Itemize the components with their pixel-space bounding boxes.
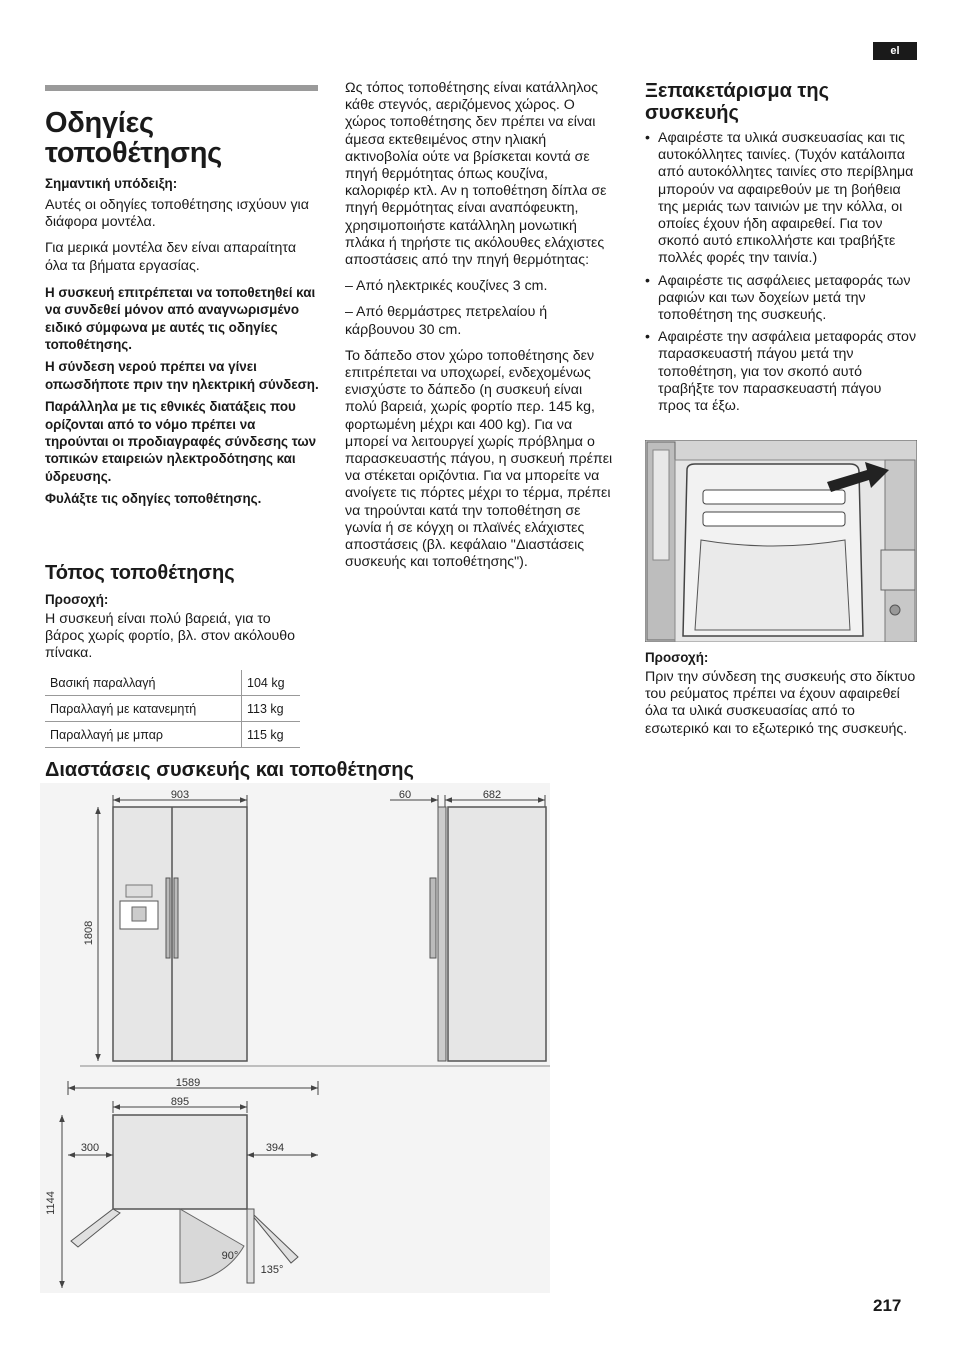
weight-label: Παραλλαγή με κατανεμητή [45, 696, 242, 722]
dimensions-title: Διαστάσεις συσκευής και τοποθέτησης [45, 759, 414, 781]
distance-item-2: – Από θερμάστρες πετρελαίου ή κάρβουνου 30 cm. [345, 304, 548, 338]
distance-item-1: – Από ηλεκτρικές κουζίνες 3 cm. [345, 278, 548, 295]
table-row [45, 696, 300, 722]
location-caution-text: Η συσκευή είναι πολύ βαρειά, για το βάρος χωρίς φορτίο, βλ. στον ακόλουθο πίνακα. [45, 611, 296, 662]
column-2 [345, 80, 613, 571]
column-1 [45, 108, 320, 508]
location-title: Τόπος τοποθέτησης [45, 562, 235, 584]
page-title: Οδηγίες τοποθέτησης [45, 107, 222, 169]
unpacking-title: Ξεπακετάρισμα της συσκευής [645, 80, 829, 124]
list-item: • Αφαιρέστε την ασφάλεια μεταφοράς στον παρασκευαστή πάγου μετά την τοποθέτηση, για τον σκοπό αυτό τραβήξτε τον παρασκευαστή πάγου προς τα έξω. [645, 329, 917, 415]
table-row [45, 670, 300, 696]
weight-value: 104 kg [242, 670, 301, 696]
floor-paragraph: Το δάπεδο στον χώρο τοποθέτησης δεν επιτρέπεται να υποχωρεί, ενδεχομένως ενισχύστε το δάπεδο (η συσκευή είναι πολύ βαρειά, χωρίς φορτίο περ. 145 kg, φορτωμένη μέχρι και 400 kg). Για να μπορεί να λειτουργεί χωρίς πρόβλημα ο παρασκευαστής πάγου, η συσκευή πρέπει να στέκεται οριζόντια. Για να μπορείτε να ανοίγετε τις πόρτες μέχρι το τέρμα, πρέπει να τηρούνται κατά την τοποθέτηση σε γωνία ή σε κόγχη οι πλαϊνές ελάχιστες αποστάσεις (βλ. κεφάλαιο "Διαστάσεις συσκευής και τοποθέτησης"). [345, 347, 613, 571]
list-item: • Αφαιρέστε τις ασφάλειες μεταφοράς των ραφιών και των δοχείων μετά την τοποθέτηση της συσκευής. [645, 273, 917, 325]
angle-right: 135° [260, 1264, 284, 1276]
unpacking-caution [645, 650, 917, 738]
location-caution-label: Προσοχή: [45, 592, 109, 607]
unpacking-list [645, 130, 917, 415]
ice-maker-illustration [645, 440, 917, 642]
list-item: • Αφαιρέστε τα υλικά συσκευασίας και τις αυτοκόλλητες ταινίες. (Τυχόν κατάλοιπα από αυτοκόλλητες ταινίες στο περίβλημα μπορούν να αφαιρεθούν με τη βοήθεια της μεριάς των ταινιών με την κόλλα, οι οποίες έχουν ήδη αφαιρεθεί. Για τον σκοπό αυτό επικολλήστε και τραβήξτε πολλές φορές την ταινία.) [645, 130, 917, 268]
bold-notice-4: Φυλάξτε τις οδηγίες τοποθέτησης. [45, 491, 262, 507]
bold-notice-3: Παράλληλα με τις εθνικές διατάξεις που ορίζονται από το νόμο πρέπει να τηρούνται οι προδιαγραφές σύνδεσης των τοπικών εταιρειών ηλεκτροδότησης και ύδρευσης. [45, 399, 317, 484]
weight-label: Βασική παραλλαγή [45, 670, 242, 696]
dim-front-width: 903 [170, 789, 190, 801]
dim-height: 1808 [83, 920, 95, 946]
important-text-2: Για μερικά μοντέλα δεν είναι απαραίτητα όλα τα βήματα εργασίας. [45, 240, 297, 274]
weight-label: Παραλλαγή με μπαρ [45, 722, 242, 748]
dim-side-depth: 682 [482, 789, 502, 801]
language-tab: el [873, 42, 917, 60]
weight-table [45, 670, 300, 748]
dimensions-drawing [40, 783, 550, 1293]
location-section [45, 562, 305, 663]
unpacking-caution-label: Προσοχή: [645, 650, 709, 665]
dim-body-width: 895 [170, 1096, 190, 1108]
bold-notice-1: Η συσκευή επιτρέπεται να τοποθετηθεί και να συνδεθεί μόνον από αναγνωρισμένο ειδικό σύμφωνα με αυτές τις οδηγίες τοποθέτησης. [45, 284, 316, 353]
header-rule [45, 85, 318, 91]
dim-total-depth: 1144 [45, 1191, 57, 1215]
important-label: Σημαντική υπόδειξη: [45, 176, 178, 191]
table-row [45, 722, 300, 748]
bold-notice-2: Η σύνδεση νερού πρέπει να γίνει οπωσδήποτε πριν την ηλεκτρική σύνδεση. [45, 359, 319, 392]
dim-side-gap: 60 [398, 789, 412, 801]
weight-value: 115 kg [242, 722, 301, 748]
dim-right-clear: 394 [265, 1142, 285, 1154]
weight-value: 113 kg [242, 696, 301, 722]
important-text-1: Αυτές οι οδηγίες τοποθέτησης ισχύουν για διάφορα μοντέλα. [45, 197, 309, 231]
unpacking-caution-text: Πριν την σύνδεση της συσκευής στο δίκτυο του ρεύματος πρέπει να έχουν αφαιρεθεί όλα τα υλικά συσκευασίας από το εσωτερικό και το εξωτερικό της συσκευής. [645, 669, 916, 737]
column-3 [645, 80, 917, 420]
angle-left: 90° [221, 1250, 239, 1262]
dim-total-width: 1589 [175, 1077, 201, 1089]
dim-left-clear: 300 [80, 1142, 100, 1154]
page-number: 217 [873, 1296, 902, 1315]
location-paragraph: Ως τόπος τοποθέτησης είναι κατάλληλος κάθε στεγνός, αεριζόμενος χώρος. Ο χώρος τοποθέτησης δεν πρέπει να είναι άμεσα εκτεθειμένος στην ηλιακή ακτινοβολία ούτε να βρίσκεται κοντά σε πηγή θερμότητας όπως κουζίνα, καλοριφέρ κτλ. Αν η τοποθέτηση δίπλα σε πηγή θερμότητας είναι αναπόφευκτη, χρησιμοποιήστε κατάλληλη μονωτική πλάκα ή τηρήστε τις ακόλουθες ελάχιστες αποστάσεις από την πηγή θερμότητας: [345, 80, 607, 269]
